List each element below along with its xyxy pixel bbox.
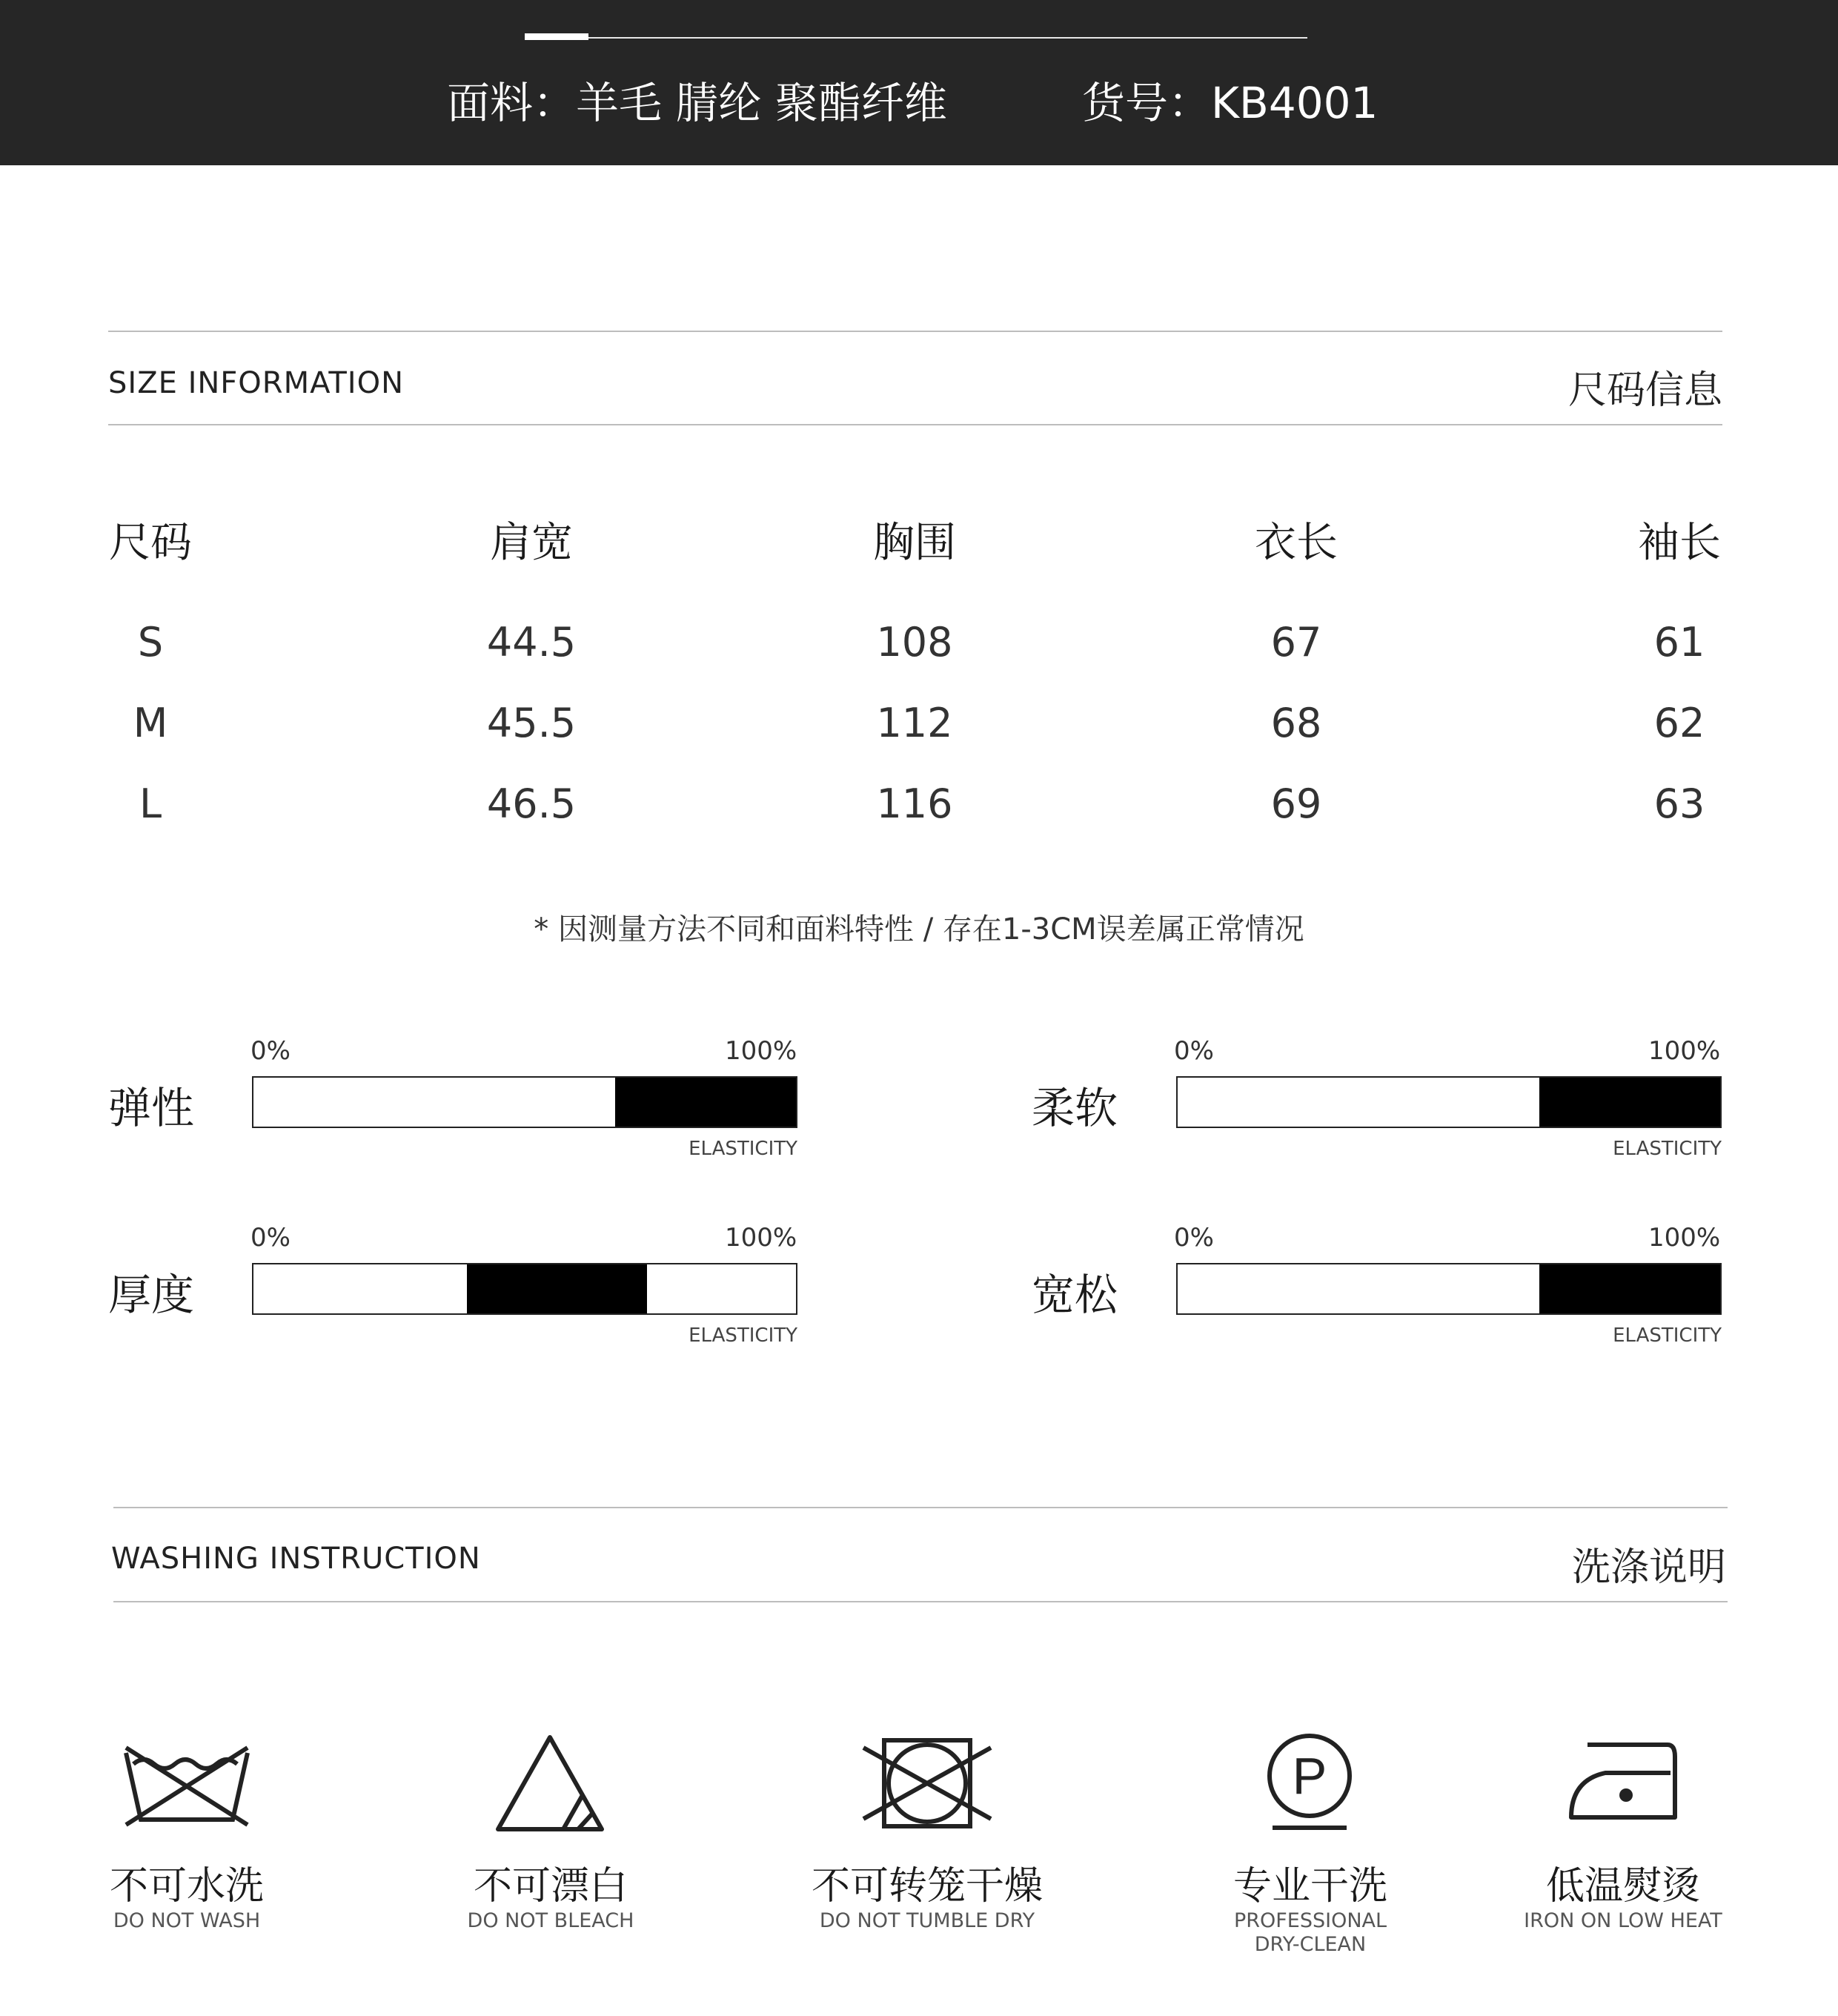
attribute-bar bbox=[252, 1076, 797, 1128]
attribute-max: 100% bbox=[725, 1036, 797, 1066]
wash-section-title-cn: 洗涤说明 bbox=[1571, 1545, 1726, 1590]
table-cell: L bbox=[139, 780, 162, 827]
no-wash-icon bbox=[113, 1727, 261, 1838]
table-cell: 46.5 bbox=[486, 780, 577, 827]
wash-item-label-cn: 专业干洗 bbox=[1232, 1864, 1387, 1909]
size-section-top-rule bbox=[108, 331, 1722, 332]
wash-item-label-en: IRON ON LOW HEAT bbox=[1524, 1909, 1722, 1932]
attribute-min: 0% bbox=[251, 1036, 291, 1066]
professional-dry-clean-icon bbox=[1235, 1727, 1384, 1838]
attribute-bar-fill bbox=[1539, 1078, 1720, 1127]
attribute-min: 0% bbox=[251, 1223, 291, 1253]
attribute-caption: ELASTICITY bbox=[1613, 1138, 1722, 1160]
attribute-label: 弹性 bbox=[108, 1083, 195, 1133]
table-cell: 108 bbox=[876, 619, 953, 666]
attribute-max: 100% bbox=[1648, 1223, 1721, 1253]
attribute-min: 0% bbox=[1174, 1036, 1214, 1066]
item-code: 货号：KB4001 bbox=[1082, 78, 1378, 128]
size-section-title-en: SIZE INFORMATION bbox=[108, 366, 404, 400]
size-section-bottom-rule bbox=[108, 424, 1722, 425]
attribute-label: 厚度 bbox=[108, 1270, 195, 1320]
attribute-bar-fill bbox=[615, 1078, 796, 1127]
attribute-max: 100% bbox=[725, 1223, 797, 1253]
attribute-bar-fill bbox=[1539, 1264, 1720, 1313]
table-cell: 116 bbox=[876, 780, 953, 827]
table-cell: 112 bbox=[876, 700, 953, 746]
wash-item-label-en: DO NOT BLEACH bbox=[467, 1909, 634, 1932]
wash-item-label-cn: 低温熨烫 bbox=[1545, 1864, 1700, 1909]
attribute-bar-fill bbox=[467, 1264, 648, 1313]
table-cell: S bbox=[137, 619, 164, 666]
fabric-composition: 面料：羊毛 腈纶 聚酯纤维 bbox=[447, 78, 947, 128]
table-cell: 44.5 bbox=[486, 619, 577, 666]
attribute-caption: ELASTICITY bbox=[689, 1324, 797, 1347]
wash-item-label-cn: 不可转笼干燥 bbox=[811, 1864, 1043, 1909]
attribute-label: 柔软 bbox=[1032, 1083, 1118, 1133]
wash-section-bottom-rule bbox=[113, 1601, 1728, 1602]
table-cell: 61 bbox=[1653, 619, 1705, 666]
wash-item-label-cn: 不可漂白 bbox=[473, 1864, 628, 1909]
sleeve-column-header: 袖长 bbox=[1638, 519, 1721, 567]
shoulder-column-header: 肩宽 bbox=[490, 519, 573, 567]
table-cell: 62 bbox=[1653, 700, 1705, 746]
attribute-caption: ELASTICITY bbox=[1613, 1324, 1722, 1347]
wash-item-label-en: DO NOT WASH bbox=[113, 1909, 261, 1932]
header-band bbox=[0, 0, 1838, 165]
no-bleach-icon bbox=[476, 1727, 624, 1838]
wash-item-label-en: PROFESSIONAL DRY-CLEAN bbox=[1233, 1909, 1387, 1956]
wash-item-label-cn: 不可水洗 bbox=[109, 1864, 264, 1909]
attribute-bar bbox=[252, 1263, 797, 1315]
attribute-caption: ELASTICITY bbox=[689, 1138, 797, 1160]
table-cell: 63 bbox=[1653, 780, 1705, 827]
table-cell: 69 bbox=[1270, 780, 1322, 827]
svg-text:P: P bbox=[1292, 1747, 1327, 1805]
table-cell: M bbox=[133, 700, 168, 746]
attribute-bar bbox=[1176, 1263, 1722, 1315]
table-cell: 67 bbox=[1270, 619, 1322, 666]
size-column-header: 尺码 bbox=[109, 519, 192, 567]
no-tumble-dry-icon bbox=[853, 1727, 1001, 1838]
attribute-label: 宽松 bbox=[1032, 1270, 1118, 1320]
header-divider bbox=[525, 37, 1307, 39]
attribute-max: 100% bbox=[1648, 1036, 1721, 1066]
iron-low-heat-icon bbox=[1549, 1727, 1697, 1838]
length-column-header: 衣长 bbox=[1255, 519, 1338, 567]
size-section-title-cn: 尺码信息 bbox=[1567, 368, 1722, 413]
table-cell: 68 bbox=[1270, 700, 1322, 746]
wash-section-top-rule bbox=[113, 1507, 1728, 1508]
attribute-min: 0% bbox=[1174, 1223, 1214, 1253]
attribute-bar bbox=[1176, 1076, 1722, 1128]
table-cell: 45.5 bbox=[486, 700, 577, 746]
chest-column-header: 胸围 bbox=[873, 519, 956, 567]
measurement-note: * 因测量方法不同和面料特性 / 存在1-3CM误差属正常情况 bbox=[534, 912, 1304, 946]
wash-section-title-en: WASHING INSTRUCTION bbox=[111, 1542, 481, 1576]
header-divider-accent bbox=[525, 33, 588, 40]
wash-item-label-en: DO NOT TUMBLE DRY bbox=[819, 1909, 1035, 1932]
